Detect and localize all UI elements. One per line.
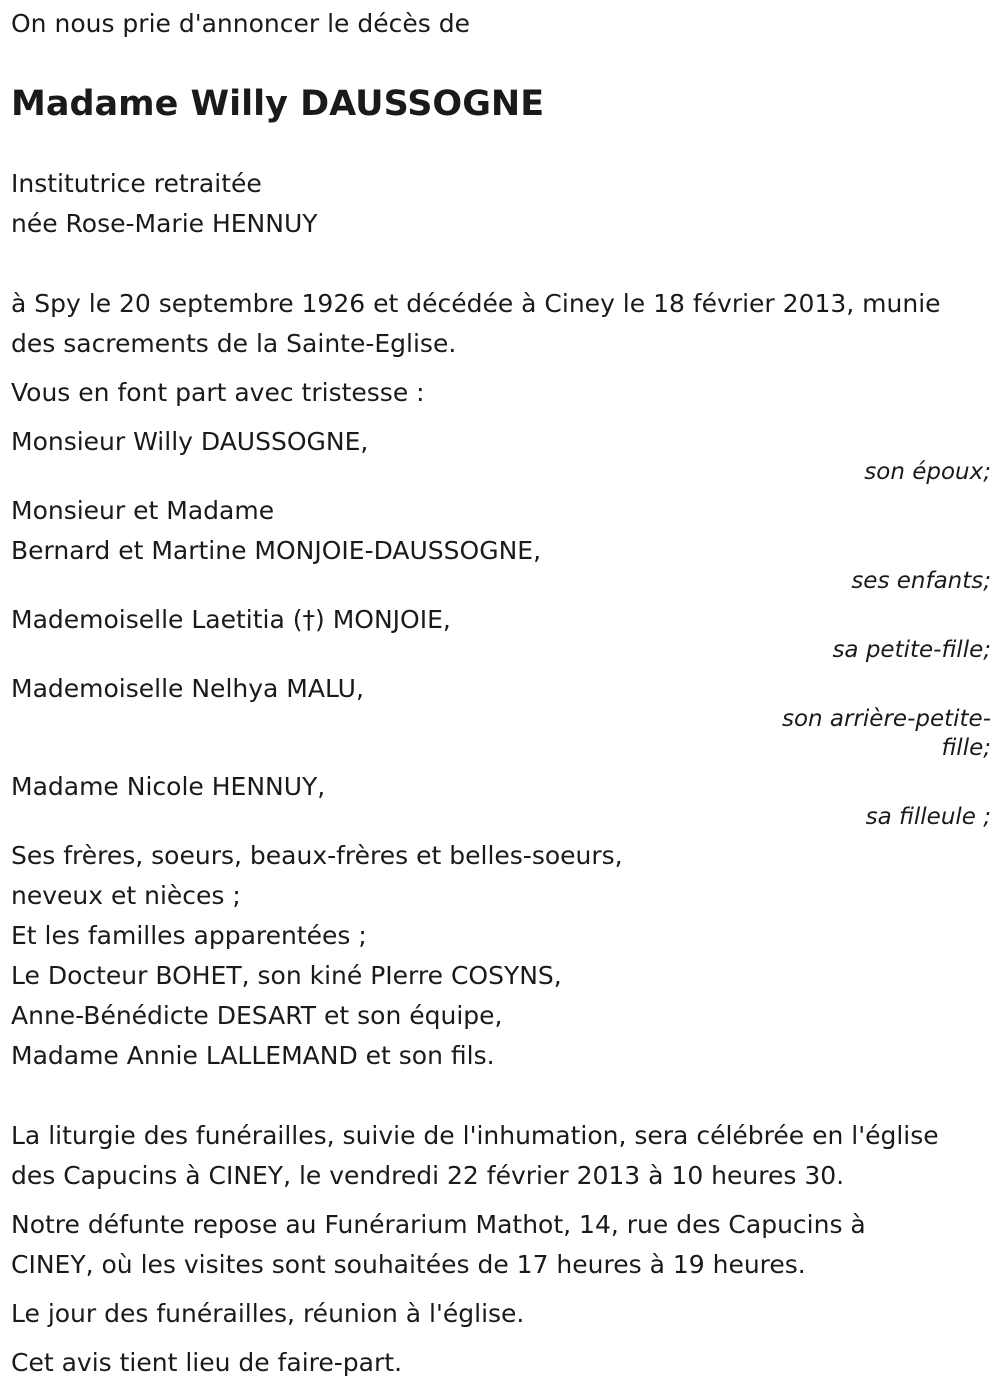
obituary-notice [11, 4, 991, 1383]
relatives-line: Madame Annie LALLEMAND et son fils. [11, 1041, 495, 1070]
family-name: Mademoiselle Nelhya MALU, [11, 674, 364, 703]
family-entry [11, 669, 991, 763]
family-role: son époux; [864, 459, 991, 485]
meeting-text: Le jour des funérailles, réunion à l'église. [11, 1299, 525, 1328]
liturgy-line-2: des Capucins à CINEY, le vendredi 22 février 2013 à 10 heures 30. [11, 1161, 845, 1190]
family-entry [11, 422, 991, 487]
liturgy-line-1: La liturgie des funérailles, suivie de l'inhumation, sera célébrée en l'église [11, 1121, 939, 1150]
family-role: sa filleule ; [865, 804, 991, 830]
birth-death-line-2: des sacrements de la Sainte-Eglise. [11, 329, 457, 358]
family-role: ses enfants; [851, 568, 991, 594]
closing-text: Cet avis tient lieu de faire-part. [11, 1348, 403, 1377]
family-name: Bernard et Martine MONJOIE-DAUSSOGNE, [11, 536, 542, 565]
family-name: Mademoiselle Laetitia (†) MONJOIE, [11, 605, 451, 634]
family-entry [11, 600, 991, 665]
deceased-name: Madame Willy DAUSSOGNE [11, 84, 545, 124]
relatives-line: Ses frères, soeurs, beaux-frères et belles-soeurs, [11, 841, 623, 870]
profession: Institutrice retraitée [11, 169, 262, 198]
family-name: Madame Nicole HENNUY, [11, 772, 326, 801]
repose-line-2: CINEY, où les visites sont souhaitées de 17 heures à 19 heures. [11, 1250, 806, 1279]
family-role: sa petite-fille; [832, 637, 991, 663]
family-entry [11, 767, 991, 832]
relatives-line: Et les familles apparentées ; [11, 921, 367, 950]
relatives-line: Anne-Bénédicte DESART et son équipe, [11, 1001, 503, 1030]
intro-text: Vous en font part avec tristesse : [11, 378, 425, 407]
other-relatives [11, 836, 991, 1076]
relatives-line: Le Docteur BOHET, son kiné PIerre COSYNS, [11, 961, 562, 990]
birth-name: née Rose-Marie HENNUY [11, 209, 318, 238]
birth-death-line-1: à Spy le 20 septembre 1926 et décédée à Ciney le 18 février 2013, munie [11, 289, 941, 318]
relatives-line: neveux et nièces ; [11, 881, 241, 910]
family-name: Monsieur Willy DAUSSOGNE, [11, 427, 369, 456]
family-name: Monsieur et Madame [11, 496, 275, 525]
family-entry [11, 491, 991, 596]
family-role: son arrière-petite-fille; [781, 706, 991, 761]
announcement-text: On nous prie d'annoncer le décès de [11, 9, 470, 38]
repose-line-1: Notre défunte repose au Funérarium Mathot, 14, rue des Capucins à [11, 1210, 866, 1239]
